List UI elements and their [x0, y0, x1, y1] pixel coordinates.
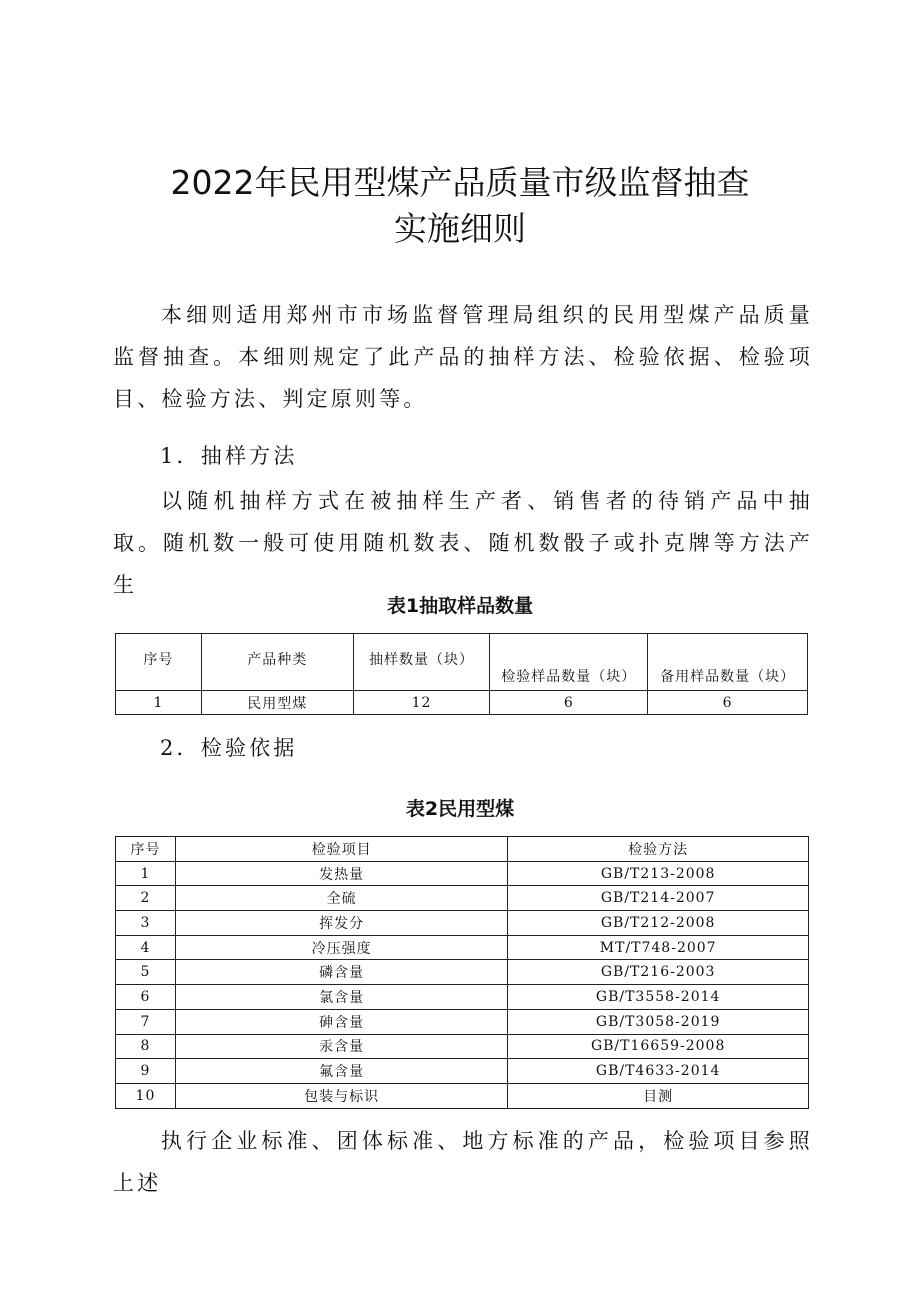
header-cell-index: 序号	[116, 634, 202, 691]
table-cell: 10	[116, 1083, 176, 1108]
table-cell: 磷含量	[175, 960, 507, 985]
table-cell: 1	[116, 691, 202, 715]
table-1-caption: 表1抽取样品数量	[386, 595, 534, 617]
header-cell-index: 序号	[116, 837, 176, 862]
table-cell: 1	[116, 861, 176, 886]
table-2-caption: 表2民用型煤	[405, 798, 515, 820]
table-cell: 2	[116, 886, 176, 911]
table-cell: 7	[116, 1009, 176, 1034]
intro-paragraph: 本细则适用郑州市市场监督管理局组织的民用型煤产品质量监督抽查。本细则规定了此产品的抽样方法、检验依据、检验项目、检验方法、判定原则等。	[113, 303, 813, 411]
section-1-paragraph: 以随机抽样方式在被抽样生产者、销售者的待销产品中抽取。随机数一般可使用随机数表、随机数骰子或扑克牌等方法产生	[113, 489, 813, 597]
table-cell: 砷含量	[175, 1009, 507, 1034]
table-cell: 全硫	[175, 886, 507, 911]
inspection-items-table	[115, 836, 809, 1109]
table-row	[116, 911, 809, 936]
table-row	[116, 960, 809, 985]
table-cell: 发热量	[175, 861, 507, 886]
table-cell: 6	[490, 691, 648, 715]
table-cell: GB/T212-2008	[508, 911, 809, 936]
table-cell: GB/T4633-2014	[508, 1059, 809, 1084]
table-row	[116, 1034, 809, 1059]
section-2-heading: 2．检验依据	[160, 736, 298, 760]
header-cell-inspection-method: 检验方法	[508, 837, 809, 862]
table-cell: 汞含量	[175, 1034, 507, 1059]
table-header-row	[116, 634, 808, 691]
table-row	[116, 1059, 809, 1084]
table-cell: 6	[116, 985, 176, 1010]
table-row	[116, 985, 809, 1010]
table-row	[116, 886, 809, 911]
header-cell-product-type: 产品种类	[201, 634, 353, 691]
table-row	[116, 935, 809, 960]
table-cell: 包装与标识	[175, 1083, 507, 1108]
table-cell: 民用型煤	[201, 691, 353, 715]
document-title-line-1: 2022年民用型煤产品质量市级监督抽查	[170, 163, 750, 202]
table-row	[116, 861, 809, 886]
header-cell-inspection-item: 检验项目	[175, 837, 507, 862]
table-cell: GB/T3058-2019	[508, 1009, 809, 1034]
table-cell: 8	[116, 1034, 176, 1059]
table-cell: GB/T213-2008	[508, 861, 809, 886]
table-cell: 9	[116, 1059, 176, 1084]
header-cell-sample-quantity: 抽样数量（块）	[353, 634, 490, 691]
closing-paragraph: 执行企业标准、团体标准、地方标准的产品，检验项目参照上述	[113, 1129, 813, 1195]
table-cell: GB/T3558-2014	[508, 985, 809, 1010]
table-cell: GB/T216-2003	[508, 960, 809, 985]
table-cell: 目测	[508, 1083, 809, 1108]
table-header-row	[116, 837, 809, 862]
table-row	[116, 691, 808, 715]
table-row	[116, 1083, 809, 1108]
sample-quantity-table	[115, 633, 808, 715]
table-cell: MT/T748-2007	[508, 935, 809, 960]
table-row	[116, 1009, 809, 1034]
header-cell-backup-sample-quantity: 备用样品数量（块）	[648, 634, 808, 691]
table-cell: 12	[353, 691, 490, 715]
document-title-line-2: 实施细则	[394, 209, 526, 248]
table-cell: 3	[116, 911, 176, 936]
table-cell: 6	[648, 691, 808, 715]
table-cell: 氯含量	[175, 985, 507, 1010]
table-cell: 挥发分	[175, 911, 507, 936]
table-cell: 5	[116, 960, 176, 985]
table-cell: 氟含量	[175, 1059, 507, 1084]
header-cell-test-sample-quantity: 检验样品数量（块）	[490, 634, 648, 691]
table-cell: 4	[116, 935, 176, 960]
section-1-heading: 1．抽样方法	[160, 444, 298, 468]
table-cell: GB/T16659-2008	[508, 1034, 809, 1059]
table-cell: 冷压强度	[175, 935, 507, 960]
table-cell: GB/T214-2007	[508, 886, 809, 911]
